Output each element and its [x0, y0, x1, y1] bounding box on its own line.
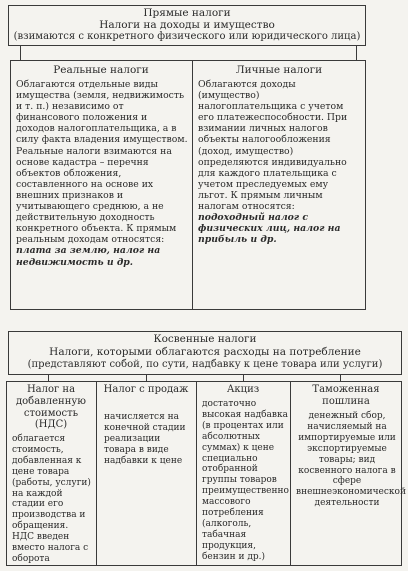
- indirect-divider-2: [196, 381, 197, 566]
- connector-right: [356, 46, 357, 60]
- real-taxes-description: Облагаются отдельные виды имущества (земля, недвижимость и т. п.) независимо от финансового положения и доходов налогоплательщика, а в силу факта владения имуществом. Реальные налоги взимаются на основе кадастра – перечня объектов обложения, составленного на основе их внешних признаков и учитывающего среднюю, а не действительную доходность конкретного объекта. К прямым реальным доходам относятся:: [16, 79, 188, 246]
- connector-left: [20, 46, 21, 60]
- indirect-taxes-subtitle-2: (представляют собой, по сути, надбавку к цене товара или услуги): [27, 359, 383, 370]
- vat-text: облагается стоимость, добавленная к цене товара (работы, услуги) на каждой стадии его производства и обращения. НДС введен вместо налога с оборота: [12, 434, 91, 564]
- direct-taxes-subtitle-1: Налоги на доходы и имущество: [99, 19, 275, 31]
- vat-title: Налог на добавленную стоимость (НДС): [16, 384, 86, 431]
- personal-taxes-title: Личные налоги: [235, 64, 323, 76]
- indirect-taxes-subtitle-1: Налоги, которыми облагаются расходы на потребление: [49, 346, 361, 358]
- indirect-divider-1: [96, 381, 97, 566]
- sales-tax-text: начисляется на конечной стадии реализации товара в виде надбавки к цене: [104, 412, 186, 466]
- customs-duty-title: Таможенная пошлина: [312, 384, 380, 407]
- personal-taxes-description: Облагаются доходы (имущество) налогоплательщика с учетом его платежеспособности. При взимании личных налогов объекты налогообложения (доход, имущество) определяются индивидуально для каждого плательщика с учетом преследуемых ему льгот. К прямым личным налогам относятся:: [198, 79, 348, 213]
- indirect-divider-3: [290, 381, 291, 566]
- customs-duty-text: денежный сбор, начисляемый на импортируемые или экспортируемые товары; вид косвенного налога в сфере внешнеэкономической деятельности: [296, 411, 406, 509]
- sales-tax-title: Налог с продаж: [103, 384, 189, 395]
- indirect-taxes-title: Косвенные налоги: [153, 333, 257, 345]
- personal-taxes-text: [198, 79, 360, 245]
- direct-taxes-subtitle-2: (взимаются с конкретного физического или юридического лица): [13, 31, 361, 42]
- direct-taxes-title: Прямые налоги: [143, 7, 231, 19]
- real-taxes-examples: плата за землю, налог на недвижимость и др.: [16, 245, 161, 268]
- real-taxes-text: [16, 79, 188, 268]
- direct-taxes-divider: [192, 60, 193, 310]
- excise-title: Акциз: [226, 384, 260, 395]
- personal-taxes-examples: подоходный налог с физических лиц, налог на прибыль и др.: [198, 212, 341, 246]
- real-taxes-title: Реальные налоги: [53, 64, 149, 76]
- excise-text: достаточно высокая надбавка (в процентах или абсолютных суммах) к цене специально отобранной группы товаров преимущественно массового потребления (алкоголь, табачная продукция, бензин и др.): [202, 399, 289, 562]
